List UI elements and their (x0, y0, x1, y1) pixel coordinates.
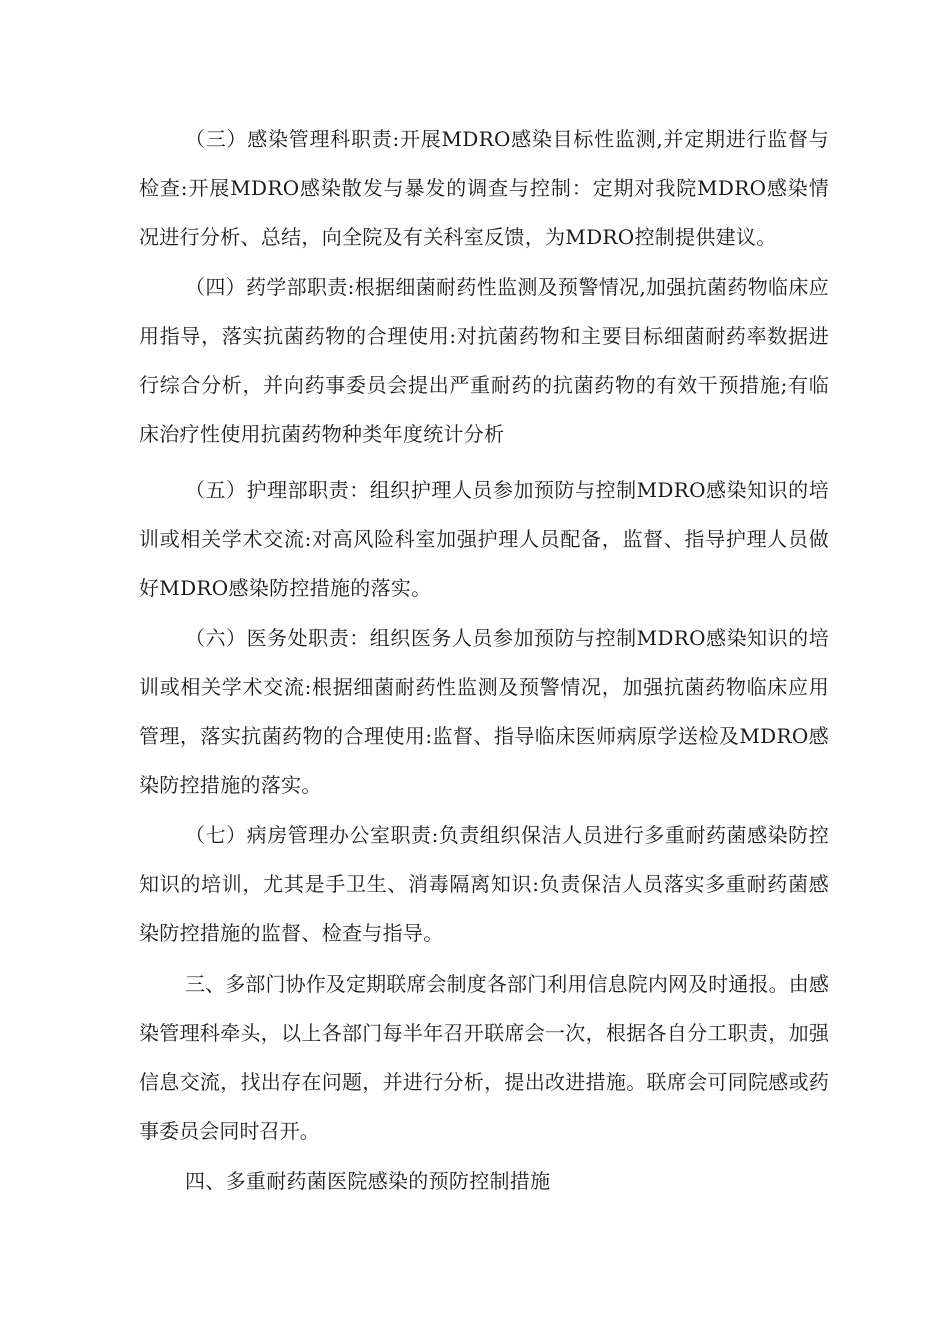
paragraph-section-three-coordination: 三、多部门协作及定期联席会制度各部门利用信息院内网及时通报。由感染管理科牵头，以上各部门每半年召开联席会一次，根据各自分工职责，加强信息交流，找出存在问题，并进行分析，提出改进措施。联席会可同院感或药事委员会同时召开。 (139, 972, 829, 1143)
paragraph-ward-management-duties: （七）病房管理办公室职责:负责组织保洁人员进行多重耐药菌感染防控知识的培训，尤其是手卫生、消毒隔离知识:负责保洁人员落实多重耐药菌感染防控措施的监督、检查与指导。 (139, 823, 829, 945)
paragraph-section-four-heading: 四、多重耐药菌医院感染的预防控制措施 (185, 1169, 551, 1193)
paragraph-infection-management-duties: （三）感染管理科职责:开展MDRO感染目标性监测,并定期进行监督与检查:开展MDRO感染散发与暴发的调查与控制：定期对我院MDRO感染情况进行分析、总结，向全院及有关科室反馈，为MDRO控制提供建议。 (139, 127, 829, 249)
paragraph-medical-affairs-duties: （六）医务处职责：组织医务人员参加预防与控制MDRO感染知识的培训或相关学术交流:根据细菌耐药性监测及预警情况，加强抗菌药物临床应用管理，落实抗菌药物的合理使用:监督、指导临床医师病原学送检及MDRO感染防控措施的落实。 (139, 626, 829, 797)
paragraph-pharmacy-duties: （四）药学部职责:根据细菌耐药性监测及预警情况,加强抗菌药物临床应用指导，落实抗菌药物的合理使用:对抗菌药物和主要目标细菌耐药率数据进行综合分析，并向药事委员会提出严重耐药的抗菌药物的有效干预措施;有临床治疗性使用抗菌药物种类年度统计分析 (139, 275, 829, 446)
paragraph-nursing-duties: （五）护理部职责：组织护理人员参加预防与控制MDRO感染知识的培训或相关学术交流:对高风险科室加强护理人员配备，监督、指导护理人员做好MDRO感染防控措施的落实。 (139, 478, 829, 600)
